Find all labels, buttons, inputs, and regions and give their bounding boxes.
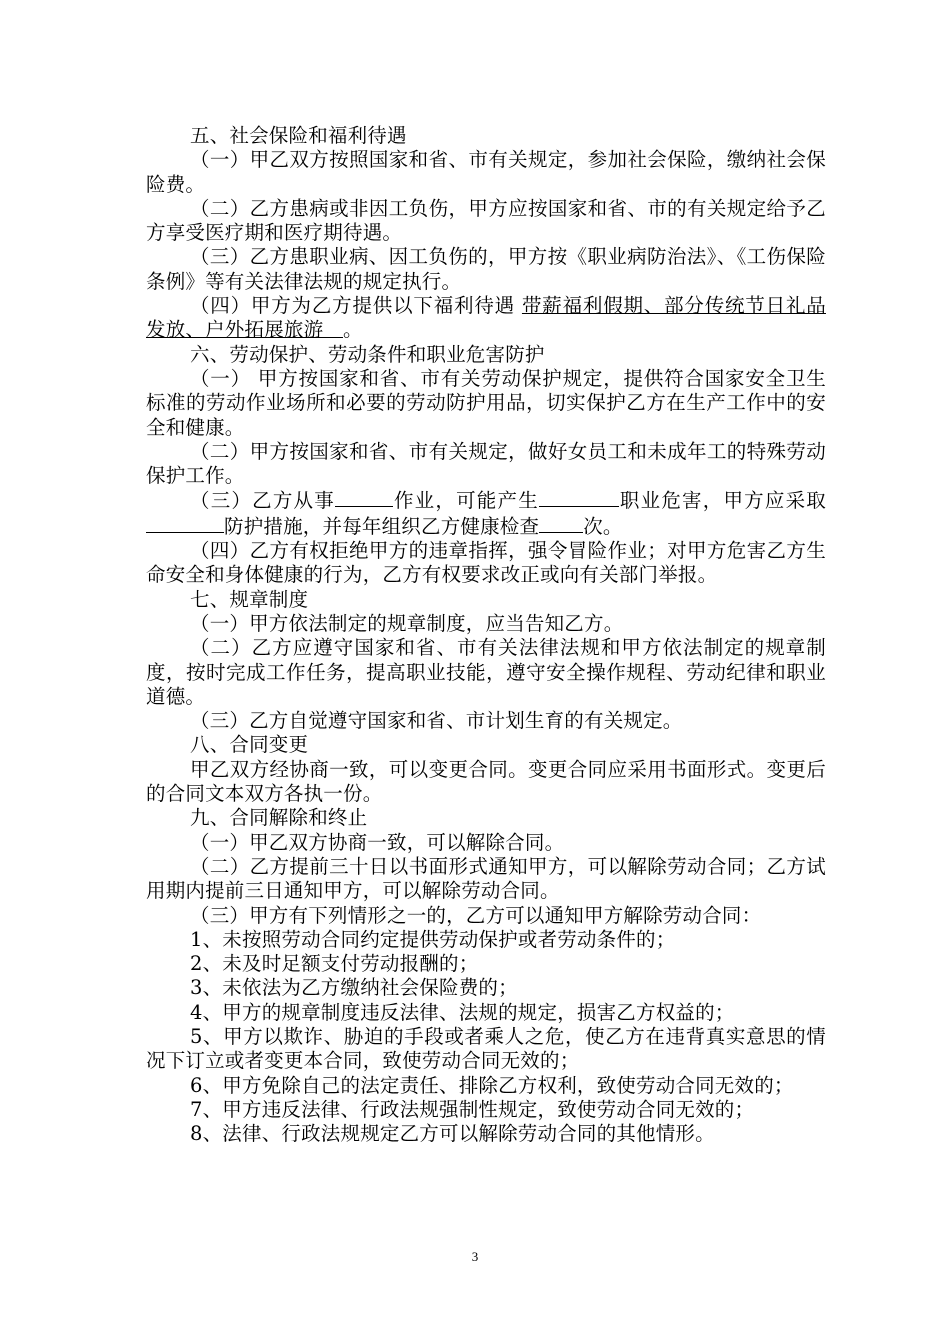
checkup-count-blank[interactable] [539, 514, 583, 533]
section-5-title: 五、社会保险和福利待遇 [190, 124, 407, 147]
hazard-text-c: 职业危害，甲方应采取 [618, 489, 826, 513]
section-6-para-3 [146, 488, 826, 539]
hazard-text-d: 防护措施，并每年组织乙方健康检查 [224, 514, 540, 538]
hazard-text-e: 次。 [583, 514, 623, 538]
work-type-blank[interactable] [335, 488, 393, 507]
section-8-title: 八、合同变更 [190, 733, 309, 757]
section-6-para-1: （一） 甲方按国家和省、市有关劳动保护规定，提供符合国家安全卫生标准的劳动作业场所和必要的劳动防护用品，切实保护乙方在生产工作中的安全和健康。 [146, 366, 826, 439]
section-5-para-4 [146, 294, 826, 343]
welfare-end: 。 [343, 318, 363, 342]
section-5-para-3: （三）乙方患职业病、因工负伤的，甲方按《职业病防治法》、《工伤保险条例》等有关法律法规的规定执行。 [146, 245, 826, 293]
list-item: 7、甲方违反法律、行政法规强制性规定，致使劳动合同无效的； [190, 1097, 755, 1121]
hazard-text-a: （三）乙方从事 [190, 489, 335, 513]
section-5-para-1: （一）甲乙双方按照国家和省、市有关规定，参加社会保险，缴纳社会保险费。 [146, 148, 826, 196]
section-7-title: 七、规章制度 [190, 587, 309, 611]
list-item: 6、甲方免除自己的法定责任、排除乙方权利，致使劳动合同无效的； [190, 1073, 794, 1097]
section-7-para-2: （二）乙方应遵守国家和省、市有关法律法规和甲方依法制定的规章制度，按时完成工作任务，提高职业技能，遵守安全操作规程、劳动纪律和职业道德。 [146, 636, 826, 708]
section-7-para-1: （一）甲方依法制定的规章制度，应当告知乙方。 [190, 611, 624, 635]
list-item: 8、法律、行政法规规定乙方可以解除劳动合同的其他情形。 [190, 1122, 715, 1146]
document-body [146, 124, 826, 1146]
page-number: 3 [471, 1249, 479, 1264]
section-7-para-3: （三）乙方自觉遵守国家和省、市计划生育的有关规定。 [190, 709, 683, 733]
section-6-para-4: （四）乙方有权拒绝甲方的违章指挥，强令冒险作业；对甲方危害乙方生命安全和身体健康的行为，乙方有权要求改正或向有关部门举报。 [146, 539, 826, 587]
list-item: 3、未依法为乙方缴纳社会保险费的； [190, 976, 518, 1000]
section-6-para-2: （二）甲方按国家和省、市有关规定，做好女员工和未成年工的特殊劳动保护工作。 [146, 439, 826, 488]
list-item: 5、甲方以欺诈、胁迫的手段或者乘人之危，使乙方在违背真实意思的情况下订立或者变更本合同，致使劳动合同无效的； [146, 1024, 826, 1073]
list-item: 1、未按照劳动合同约定提供劳动保护或者劳动条件的； [190, 927, 676, 951]
protection-blank[interactable] [146, 514, 224, 533]
section-9-title: 九、合同解除和终止 [190, 806, 368, 830]
list-item: 4、甲方的规章制度违反法律、法规的规定，损害乙方权益的； [190, 1000, 735, 1024]
welfare-fill-text: 带薪福利假期、部分传统节日礼品发放、户外拓展旅游 [146, 294, 826, 342]
hazard-blank[interactable] [539, 488, 619, 507]
section-9-para-2: （二）乙方提前三十日以书面形式通知甲方，可以解除劳动合同；乙方试用期内提前三日通知甲方，可以解除劳动合同。 [146, 854, 826, 903]
welfare-prefix: （四）甲方为乙方提供以下福利待遇 [190, 294, 522, 318]
section-5-para-2: （二）乙方患病或非因工负伤，甲方应按国家和省、市的有关规定给予乙方享受医疗期和医疗期待遇。 [146, 196, 826, 245]
section-9-para-1: （一）甲乙双方协商一致，可以解除合同。 [190, 830, 565, 854]
list-item: 2、未及时足额支付劳动报酬的； [190, 952, 479, 976]
section-9-para-3: （三）甲方有下列情形之一的，乙方可以通知甲方解除劳动合同： [190, 903, 762, 927]
section-8-para-1: 甲乙双方经协商一致，可以变更合同。变更合同应采用书面形式。变更后的合同文本双方各执一份。 [146, 757, 826, 806]
section-6-title: 六、劳动保护、劳动条件和职业危害防护 [190, 342, 545, 366]
hazard-text-b: 作业，可能产生 [392, 489, 539, 513]
